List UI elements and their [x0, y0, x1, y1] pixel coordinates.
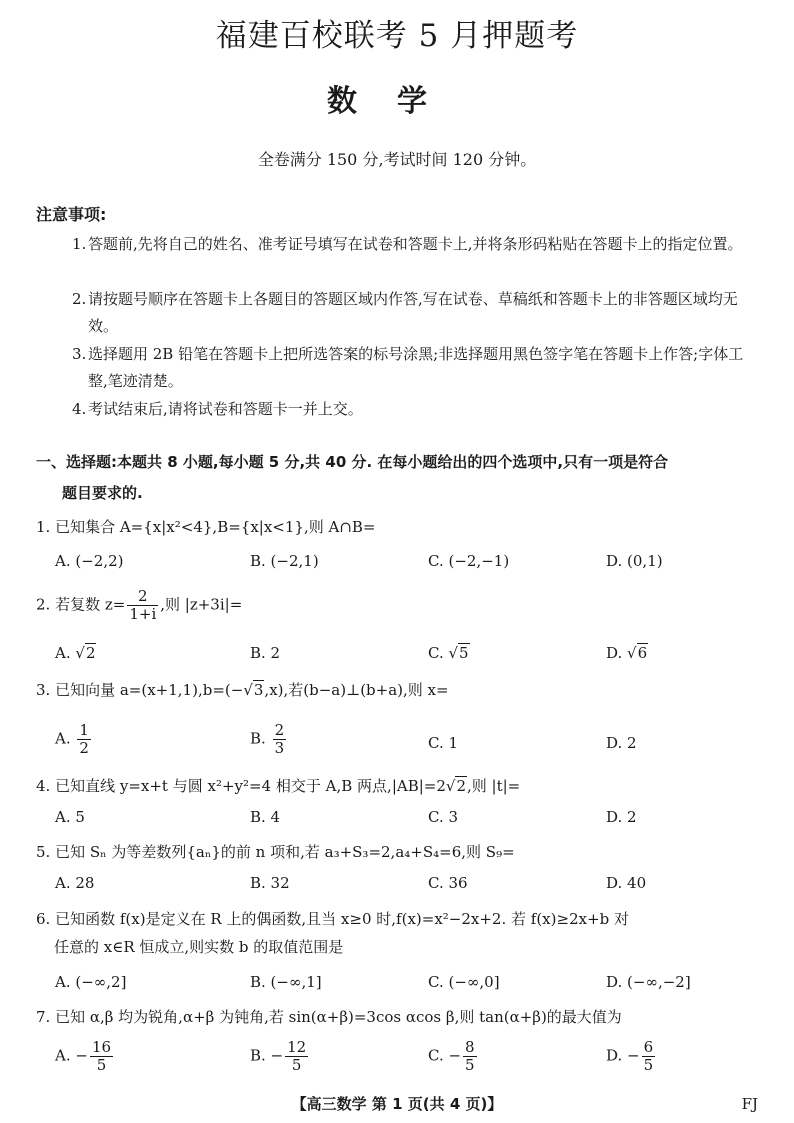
- region-code: FJ: [741, 1095, 758, 1113]
- option-c-label: C. −: [428, 1046, 462, 1065]
- question-4-stem-pre: 4. 已知直线 y=x+t 与圆 x²+y²=4 相交于 A,B 两点,|AB|=2: [36, 777, 446, 795]
- option-c-fraction: [463, 1039, 477, 1074]
- option-c-label: C.: [428, 644, 449, 662]
- option-a-fraction: [90, 1039, 113, 1074]
- question-2-stem: [36, 588, 766, 623]
- option-d: [606, 1039, 657, 1074]
- question-4-stem: 4. 已知直线 y=x+t 与圆 x²+y²=4 相交于 A,B 两点,|AB|=2√2,则 |t|=: [36, 777, 521, 795]
- option-a-label: A.: [55, 729, 76, 748]
- fraction-numerator: 12: [287, 1038, 307, 1056]
- option-d: D. (0,1): [606, 552, 663, 570]
- question-3-radicand: 3: [253, 681, 264, 699]
- option-d: D. √6: [606, 644, 648, 662]
- option-c: C. (−∞,0]: [428, 973, 500, 991]
- question-5-stem: 5. 已知 Sₙ 为等差数列{aₙ}的前 n 项和,若 a₃+S₃=2,a₄+S₄=6,则 S₉=: [36, 843, 515, 861]
- fraction-denominator: 1+i: [129, 605, 157, 623]
- question-6-stem-line1: 6. 已知函数 f(x)是定义在 R 上的偶函数,且当 x≥0 时,f(x)=x²−2x+2. 若 f(x)≥2x+b 对: [36, 910, 630, 928]
- fraction-numerator: 1: [79, 721, 89, 739]
- fraction-denominator: 5: [643, 1056, 654, 1074]
- option-a-fraction: [77, 722, 91, 757]
- option-b-label: B. −: [250, 1046, 284, 1065]
- question-2-stem-post: ,则 |z+3i|=: [160, 595, 243, 614]
- fraction-numerator: 16: [91, 1038, 112, 1056]
- option-b: B. 2: [250, 644, 281, 662]
- option-c: C. 3: [428, 808, 459, 826]
- fraction-numerator: 2: [274, 721, 285, 739]
- fraction-denominator: 3: [274, 739, 285, 757]
- fraction-denominator: 2: [79, 739, 89, 757]
- notice-item: [72, 396, 762, 423]
- question-1-stem: 1. 已知集合 A={x|x²<4},B={x|x<1},则 A∩B=: [36, 518, 376, 536]
- option-b: [250, 1039, 310, 1074]
- notice-item-num: 1.: [72, 235, 87, 253]
- fraction-denominator: 5: [465, 1056, 475, 1074]
- option-c: C. 36: [428, 874, 468, 892]
- option-b-fraction: [273, 722, 287, 757]
- notice-item-text: 请按题号顺序在答题卡上各题目的答题区域内作答,写在试卷、草稿纸和答题卡上的非答题区域均无效。: [88, 290, 738, 335]
- option-b: B. (−2,1): [250, 552, 319, 570]
- option-a: A. (−2,2): [55, 552, 124, 570]
- option-b: B. (−∞,1]: [250, 973, 322, 991]
- option-d: D. 2: [606, 808, 637, 826]
- option-a: A. 5: [55, 808, 85, 826]
- option-c: C. (−2,−1): [428, 552, 510, 570]
- notice-item: [72, 231, 762, 258]
- fraction-denominator: 5: [291, 1056, 302, 1074]
- option-c: [428, 1039, 479, 1074]
- option-d: D. 2: [606, 734, 637, 752]
- fraction-numerator: 8: [465, 1038, 475, 1056]
- notice-item-num: 3.: [72, 345, 87, 363]
- subject-title: 数学: [327, 84, 467, 119]
- question-3-stem: 3. 已知向量 a=(x+1,1),b=(−√3,x),若(b−a)⊥(b+a),则 x=: [36, 681, 449, 699]
- option-b: [250, 722, 288, 757]
- page-footer: 【高三数学 第 1 页(共 4 页)】: [291, 1095, 503, 1113]
- notice-item-text: 选择题用 2B 铅笔在答题卡上把所选答案的标号涂黑;非选择题用黑色签字笔在答题卡上作答;字体工整,笔迹清楚。: [88, 345, 744, 390]
- option-b-fraction: [285, 1039, 308, 1074]
- notice-item-text: 考试结束后,请将试卷和答题卡一并上交。: [88, 400, 363, 418]
- option-a: A. √2: [55, 644, 96, 662]
- section-heading: [36, 447, 766, 509]
- question-3-stem-post: ,x),若(b−a)⊥(b+a),则 x=: [264, 681, 449, 699]
- exam-note: 全卷满分 150 分,考试时间 120 分钟。: [257, 150, 537, 169]
- option-b: B. 4: [250, 808, 281, 826]
- question-7-stem: 7. 已知 α,β 均为锐角,α+β 为钝角,若 sin(α+β)=3cos αcos β,则 tan(α+β)的最大值为: [36, 1008, 622, 1026]
- section-heading-line2: 题目要求的.: [62, 484, 143, 502]
- option-d: D. (−∞,−2]: [606, 973, 691, 991]
- option-a-radicand: 2: [85, 644, 96, 662]
- notice-item-text: 答题前,先将自己的姓名、准考证号填写在试卷和答题卡上,并将条形码粘贴在答题卡上的指定位置。: [88, 235, 743, 253]
- option-d-label: D.: [606, 644, 628, 662]
- option-a-label: A.: [55, 644, 76, 662]
- option-c-radicand: 5: [459, 644, 469, 662]
- option-b-label: B.: [250, 729, 271, 748]
- question-2-fraction: [127, 588, 158, 623]
- notice-title: 注意事项:: [36, 205, 107, 224]
- option-b: B. 32: [250, 874, 290, 892]
- question-2-stem-pre: 2. 若复数 z=: [36, 595, 126, 614]
- notice-item: [72, 286, 762, 340]
- question-4-stem-post: ,则 |t|=: [467, 777, 521, 795]
- section-heading-line1: 一、选择题:本题共 8 小题,每小题 5 分,共 40 分. 在每小题给出的四个选项中,只有一项是符合: [36, 453, 669, 471]
- option-a: A. (−∞,2]: [55, 973, 127, 991]
- option-a-label: A. −: [55, 1046, 88, 1065]
- fraction-denominator: 5: [96, 1056, 107, 1074]
- option-a: [55, 1039, 115, 1074]
- option-d-radicand: 6: [637, 644, 648, 662]
- question-3-stem-pre: 3. 已知向量 a=(x+1,1),b=(−: [36, 681, 244, 699]
- question-4-radicand: 2: [456, 777, 467, 795]
- option-d: D. 40: [606, 874, 647, 892]
- question-6-stem-line2: 任意的 x∈R 恒成立,则实数 b 的取值范围是: [54, 938, 344, 956]
- question-6-stem: [36, 905, 766, 961]
- notice-item-num: 2.: [72, 290, 87, 308]
- notice-item: [72, 341, 762, 395]
- notice-item-num: 4.: [72, 400, 87, 418]
- option-a: A. 28: [55, 874, 95, 892]
- fraction-numerator: 2: [127, 588, 158, 606]
- option-d-fraction: [642, 1039, 656, 1074]
- option-c: C. 1: [428, 734, 459, 752]
- exam-title: 福建百校联考 5 月押题考: [215, 18, 579, 54]
- fraction-numerator: 6: [643, 1038, 654, 1056]
- option-a: [55, 722, 93, 757]
- option-d-label: D. −: [606, 1046, 640, 1065]
- option-c: C. √5: [428, 644, 469, 662]
